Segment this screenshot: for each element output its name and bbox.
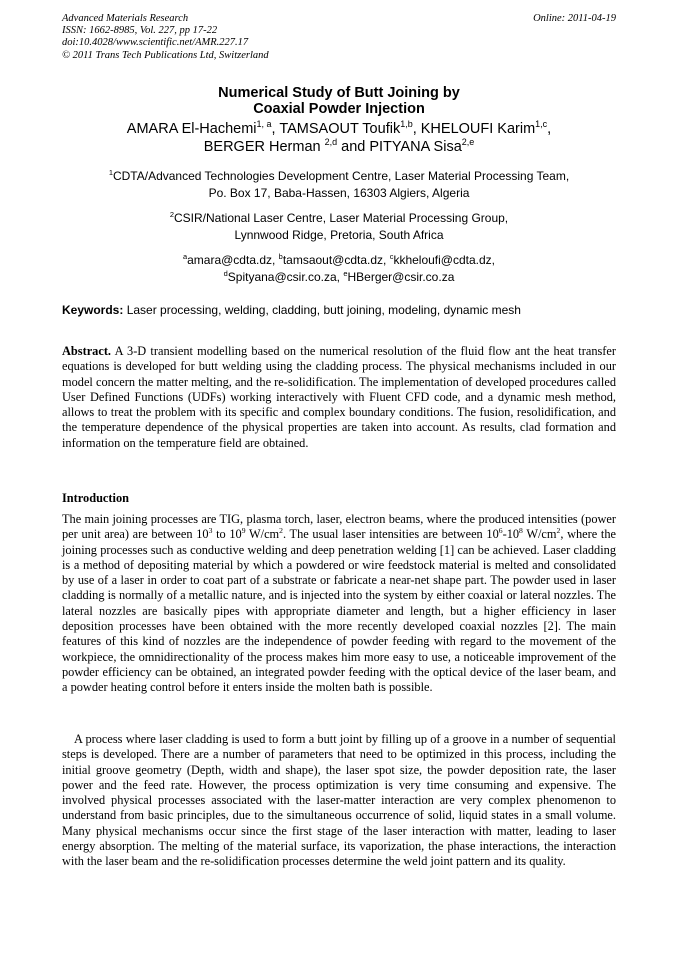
section-heading-introduction: Introduction [62, 491, 129, 505]
affiliation-number: 1 [108, 168, 113, 177]
text-run: to 10 [212, 527, 242, 542]
superscript: 9 [241, 526, 246, 536]
author-list [50, 120, 628, 156]
email-address: HBerger@csir.co.za [347, 269, 455, 284]
text-run: , where the joining processes such as conductive welding and deep penetration welding [1] can be achieved. Laser cladding is a method of depositing material by which a powdered or wire feedstock material is melted and consolidated by use of a laser in order to coat part of a substrate or fabricate a near-net shape part. The powder used in laser cladding is normally of a metallic nature, and is injected into the system by either coaxial or lateral nozzles. The lateral nozzles are basically pipes with appropriate diameter and length, but a higher efficiency in laser deposition processes have been obtained with the more recently developed coaxial nozzles [2]. The main features of this kind of nozzles are the independence of powder feeding with regard to the movement of the workpiece, the omnidirectionality of the process makes him more easy to use, a noticeable improvement of the powder efficiency can be obtained, an integrated powder feeding with the optical device of the laser beam, and a powder heating control before it enters inside the molten bath is possible. [62, 527, 617, 695]
author-sup: 1,c [535, 119, 548, 130]
copyright-line: © 2011 Trans Tech Publications Ltd, Switzerland [62, 49, 269, 61]
affiliation-text: CSIR/National Laser Centre, Laser Material Processing Group, [173, 211, 509, 225]
author-sup: 1, a [256, 119, 272, 130]
email-sup: b [278, 252, 283, 261]
affiliation-1-line-2: Po. Box 17, Baba-Hassen, 16303 Algiers, Algeria [208, 185, 470, 200]
abstract-label: Abstract. [62, 344, 112, 358]
affiliation-1 [50, 168, 628, 201]
email-address: kkheloufi@cdta.dz, [393, 253, 496, 267]
intro-paragraph-1 [62, 512, 616, 696]
abstract [62, 344, 616, 451]
email-sup: d [223, 268, 228, 278]
affiliation-1-line-1 [50, 168, 628, 185]
email-address: amara@cdta.dz, [187, 253, 279, 267]
affiliation-2-line-1 [50, 210, 628, 227]
text-run: The main joining processes are TIG, plasma torch, laser, electron beams, where the produced intensities (power per unit area) are between 10 [62, 512, 616, 542]
superscript: 2 [279, 526, 283, 536]
keywords-label: Keywords: [62, 303, 124, 317]
author-separator: , [547, 121, 552, 137]
online-date: Online: 2011-04-19 [533, 13, 616, 24]
author-line-1 [50, 120, 628, 138]
text-run: -10 [502, 527, 520, 542]
email-line-1 [50, 252, 628, 269]
author-sup: 2,e [461, 137, 475, 148]
author-name: , TAMSAOUT Toufik [271, 121, 401, 137]
author-line-2 [50, 138, 628, 156]
abstract-text: A 3-D transient modelling based on the numerical resolution of the fluid flow ant the heat transfer equations is developed for butt welding using the cladding process. The physical mechanisms included in our model concern the matter melting, and the re-solidification. The implementation of developed procedures called User Defined Functions (UDFs) working interactively with Fluent CFD code, and a dynamic mesh method, allows to treat the problem with its specific and complex boundary conditions. The fusion, resolidification, and the temperature dependence of the physical properties are taken into account. As results, clad formation and information on the temperature field are obtained. [62, 344, 616, 450]
affiliation-number: 2 [169, 210, 174, 219]
text-run: W/cm [522, 527, 557, 542]
author-name: AMARA El-Hachemi [126, 121, 257, 137]
email-sup: e [343, 268, 348, 278]
superscript: 8 [519, 526, 523, 536]
email-sup: c [389, 252, 394, 261]
text-run: W/cm [245, 527, 280, 542]
title-line-1: Numerical Study of Butt Joining by [218, 85, 460, 101]
doi-line: doi:10.4028/www.scientific.net/AMR.227.17 [62, 37, 249, 49]
author-sup: 2,d [324, 137, 338, 148]
keywords-text: Laser processing, welding, cladding, butt joining, modeling, dynamic mesh [123, 303, 521, 317]
journal-name: Advanced Materials Research [62, 13, 189, 24]
email-address: tamsaout@cdta.dz, [282, 253, 390, 267]
author-name: and PITYANA Sisa [337, 139, 462, 155]
superscript: 6 [498, 526, 503, 536]
superscript: 3 [208, 526, 213, 536]
affiliation-text: CDTA/Advanced Technologies Development Centre, Laser Material Processing Team, [112, 169, 570, 183]
journal-header [62, 13, 269, 62]
email-line-2 [50, 269, 628, 286]
author-name: BERGER Herman [203, 139, 325, 155]
author-sup: 1,b [400, 119, 413, 130]
author-name: , KHELOUFI Karim [412, 121, 536, 137]
text-run: . The usual laser intensities are between 10 [282, 527, 499, 542]
title-line-2: Coaxial Powder Injection [253, 101, 425, 117]
paper-title [50, 85, 628, 117]
email-sup: a [182, 252, 188, 261]
keywords [62, 303, 616, 318]
email-block [50, 252, 628, 285]
affiliation-2-line-2: Lynnwood Ridge, Pretoria, South Africa [234, 227, 444, 242]
affiliation-2 [50, 210, 628, 243]
email-address: Spityana@csir.co.za, [227, 269, 344, 284]
issn-line: ISSN: 1662-8985, Vol. 227, pp 17-22 [62, 25, 218, 37]
superscript: 2 [556, 526, 561, 536]
intro-paragraph-2: A process where laser cladding is used to form a butt joint by filling up of a groove in a number of sequential steps is developed. There are a number of parameters that need to be optimized in this process, including the initial groove geometry (Depth, width and shape), the laser spot size, the powder deposition rate, the laser power and the feed rate. However, the process optimization is very time consuming and expensive. The involved physical processes associated with the laser-matter interaction are very complex phenomenon to understand from basic principles, due to the simultaneous occurrence of solid, liquid states in a small volume. Many physical mechanisms occur since the first stage of the laser interaction with matter, leading to laser energy absorption. The melting of the material surface, its vaporization, the phase interactions, the interaction with the laser beam and the re-solidification processes determine the weld joint pattern and its quality. [62, 732, 616, 869]
